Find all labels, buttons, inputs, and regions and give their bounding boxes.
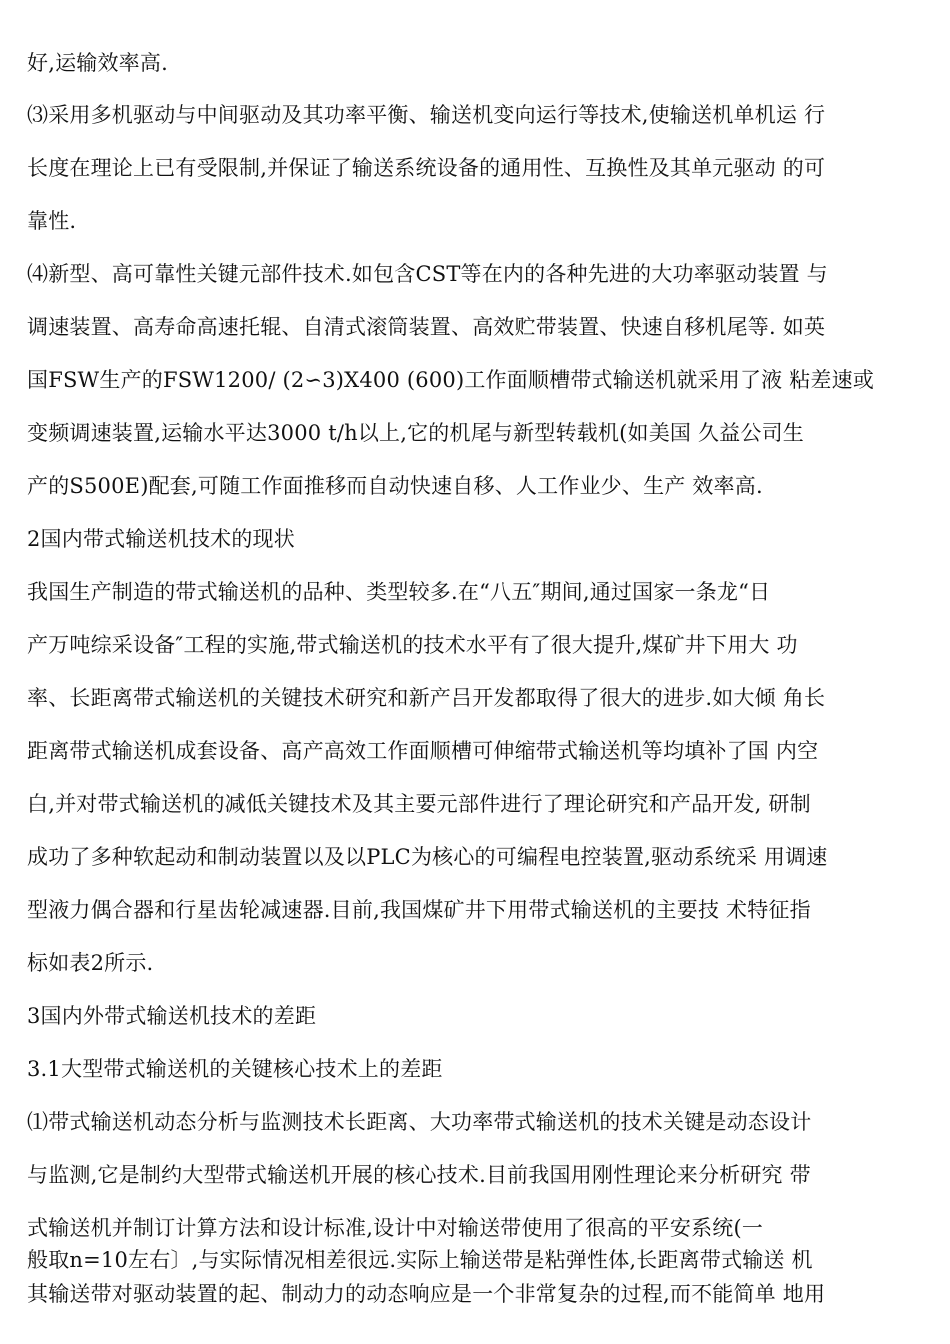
text-line: 产的S500E)配套,可随工作面推移而自动快速自移、人工作业少、生产 效率高. xyxy=(27,474,763,498)
text-line: 率、长距离带式输送机的关键技术研究和新产吕开发都取得了很大的进步.如大倾 角长 xyxy=(27,686,826,710)
text-line: 好,运输效率高. xyxy=(27,51,168,75)
text-line: ⑷新型、高可靠性关键元部件技术.如包含CST等在内的各种先进的大功率驱动装置 与 xyxy=(27,262,828,286)
text-line: 式输送机并制订计算方法和设计标准,设计中对输送带使用了很高的平安系统(一 xyxy=(27,1216,764,1240)
text-line: 国FSW生产的FSW1200/ (2∽3)X400 (600)工作面顺槽带式输送机就采用了液 粘差速或 xyxy=(27,368,875,392)
text-line: 标如表2所示. xyxy=(27,951,154,975)
text-line: 成功了多种软起动和制动装置以及以PLC为核心的可编程电控装置,驱动系统采 用调速 xyxy=(27,845,828,869)
text-line: 与监测,它是制约大型带式输送机开展的核心技术.目前我国用刚性理论来分析研究 带 xyxy=(27,1163,811,1187)
text-line: 变频调速装置,运输水平达3000 t/h以上,它的机尾与新型转载机(如美国 久益公司生 xyxy=(27,421,804,445)
section-heading: 3国内外带式输送机技术的差距 xyxy=(27,1004,317,1028)
text-line: ⑶采用多机驱动与中间驱动及其功率平衡、输送机变向运行等技术,使输送机单机运 行 xyxy=(27,103,826,127)
text-line: 我国生产制造的带式输送机的品种、类型较多.在“八五″期间,通过国家一条龙“日 xyxy=(27,580,771,604)
text-line: ⑴带式输送机动态分析与监测技术长距离、大功率带式输送机的技术关键是动态设计 xyxy=(27,1110,812,1134)
section-heading: 2国内带式输送机技术的现状 xyxy=(27,527,295,551)
text-line: 型液力偶合器和行星齿轮减速器.目前,我国煤矿井下用带式输送机的主要技 术特征指 xyxy=(27,898,811,922)
text-line: 调速装置、高寿命高速托辊、自清式滚筒装置、高效贮带装置、快速自移机尾等. 如英 xyxy=(27,315,826,339)
text-line: 白,并对带式输送机的减低关键技术及其主要元部件进行了理论研究和产品开发, 研制 xyxy=(27,792,811,816)
text-line: 产万吨综采设备″工程的实施,带式输送机的技术水平有了很大提升,煤矿井下用大 功 xyxy=(27,633,798,657)
text-line: 靠性. xyxy=(27,209,77,233)
text-line: 长度在理论上已有受限制,并保证了输送系统设备的通用性、互换性及其单元驱动 的可 xyxy=(27,156,826,180)
text-line: 距离带式输送机成套设备、高产高效工作面顺槽可伸缩带式输送机等均填补了国 内空 xyxy=(27,739,819,763)
subsection-heading: 3.1大型带式输送机的关键核心技术上的差距 xyxy=(27,1057,443,1081)
text-line: 般取n=10左右〕,与实际情况相差很远.实际上输送带是粘弹性体,长距离带式输送 机 xyxy=(27,1248,813,1272)
text-line: 其输送带对驱动装置的起、制动力的动态响应是一个非常复杂的过程,而不能简单 地用 xyxy=(27,1282,826,1306)
